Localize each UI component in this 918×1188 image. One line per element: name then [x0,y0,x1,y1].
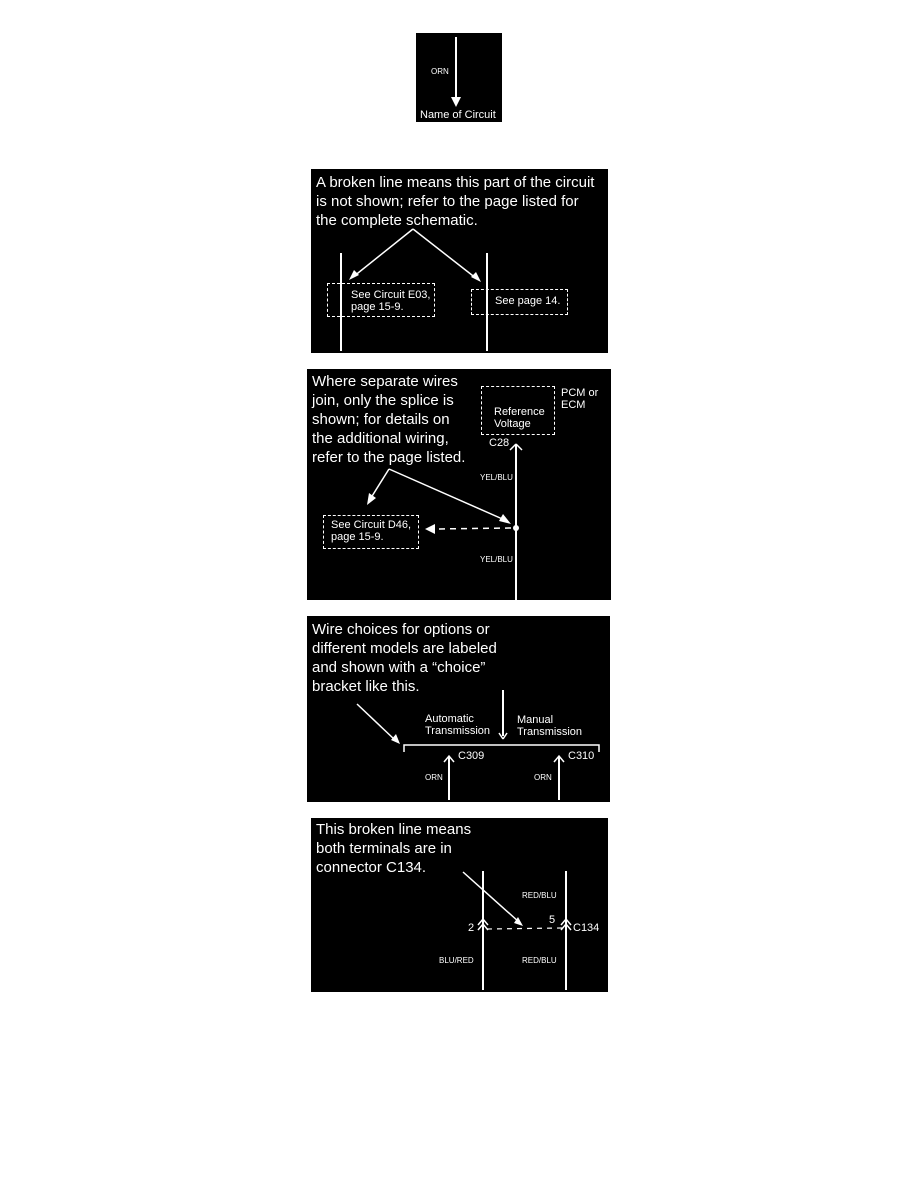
component-label-line1: PCM or [561,387,599,399]
connector-left-label: C309 [458,750,485,762]
ref-right-label: See page 14. [495,295,561,307]
shared-connector-panel [311,818,608,992]
choice-left-line2: Transmission [425,725,490,737]
splice-caption: Where separate wires join, only the splice is shown; for details on the additional wiring, refer to the page listed. [312,373,466,466]
wire-label-top: YEL/BLU [480,473,513,482]
ref-line1: See Circuit D46, [331,519,412,531]
ref-line2: page 15-9. [331,531,384,543]
choice-bracket-panel [307,616,610,802]
wire-color-label: ORN [431,67,449,76]
choice-caption: Wire choices for options or different models are labeled and shown with a “choice” bracket like this. [312,621,497,695]
ref-left-line2: page 15-9. [351,301,404,313]
connector-right-label: C310 [568,750,595,762]
wire-bottom-right-label: RED/BLU [522,956,557,965]
broken-line-panel [311,169,608,353]
pin-left-label: 2 [468,922,475,934]
wire-left-label: ORN [425,773,443,782]
choice-bracket-graphic [307,616,610,802]
choice-right-line2: Transmission [517,726,582,738]
splice-panel [307,369,611,600]
wire-label-bottom: YEL/BLU [480,555,513,564]
shared-connector-caption: This broken line means both terminals are in connector C134. [316,821,472,876]
splice-graphic [307,369,611,600]
connector-label: C134 [573,922,600,934]
shared-connector-graphic [311,818,608,992]
ref-left-line1: See Circuit E03, [351,289,431,301]
box-label-line1: Reference [494,406,545,418]
broken-line-caption: A broken line means this part of the circuit is not shown; refer to the page listed for the complete schematic. [316,174,595,229]
connector-label: C28 [489,437,510,449]
wire-bottom-left-label: BLU/RED [439,956,474,965]
wire-top-right-label: RED/BLU [522,891,557,900]
circuit-name-caption: Name of Circuit [420,109,496,121]
wire-right-label: ORN [534,773,552,782]
pin-right-label: 5 [549,914,556,926]
box-label-line2: Voltage [494,418,531,430]
broken-line-graphic [311,169,608,353]
choice-right-line1: Manual [517,714,554,726]
choice-left-line1: Automatic [425,713,474,725]
wire-name-panel [416,33,502,122]
component-label-line2: ECM [561,399,586,411]
